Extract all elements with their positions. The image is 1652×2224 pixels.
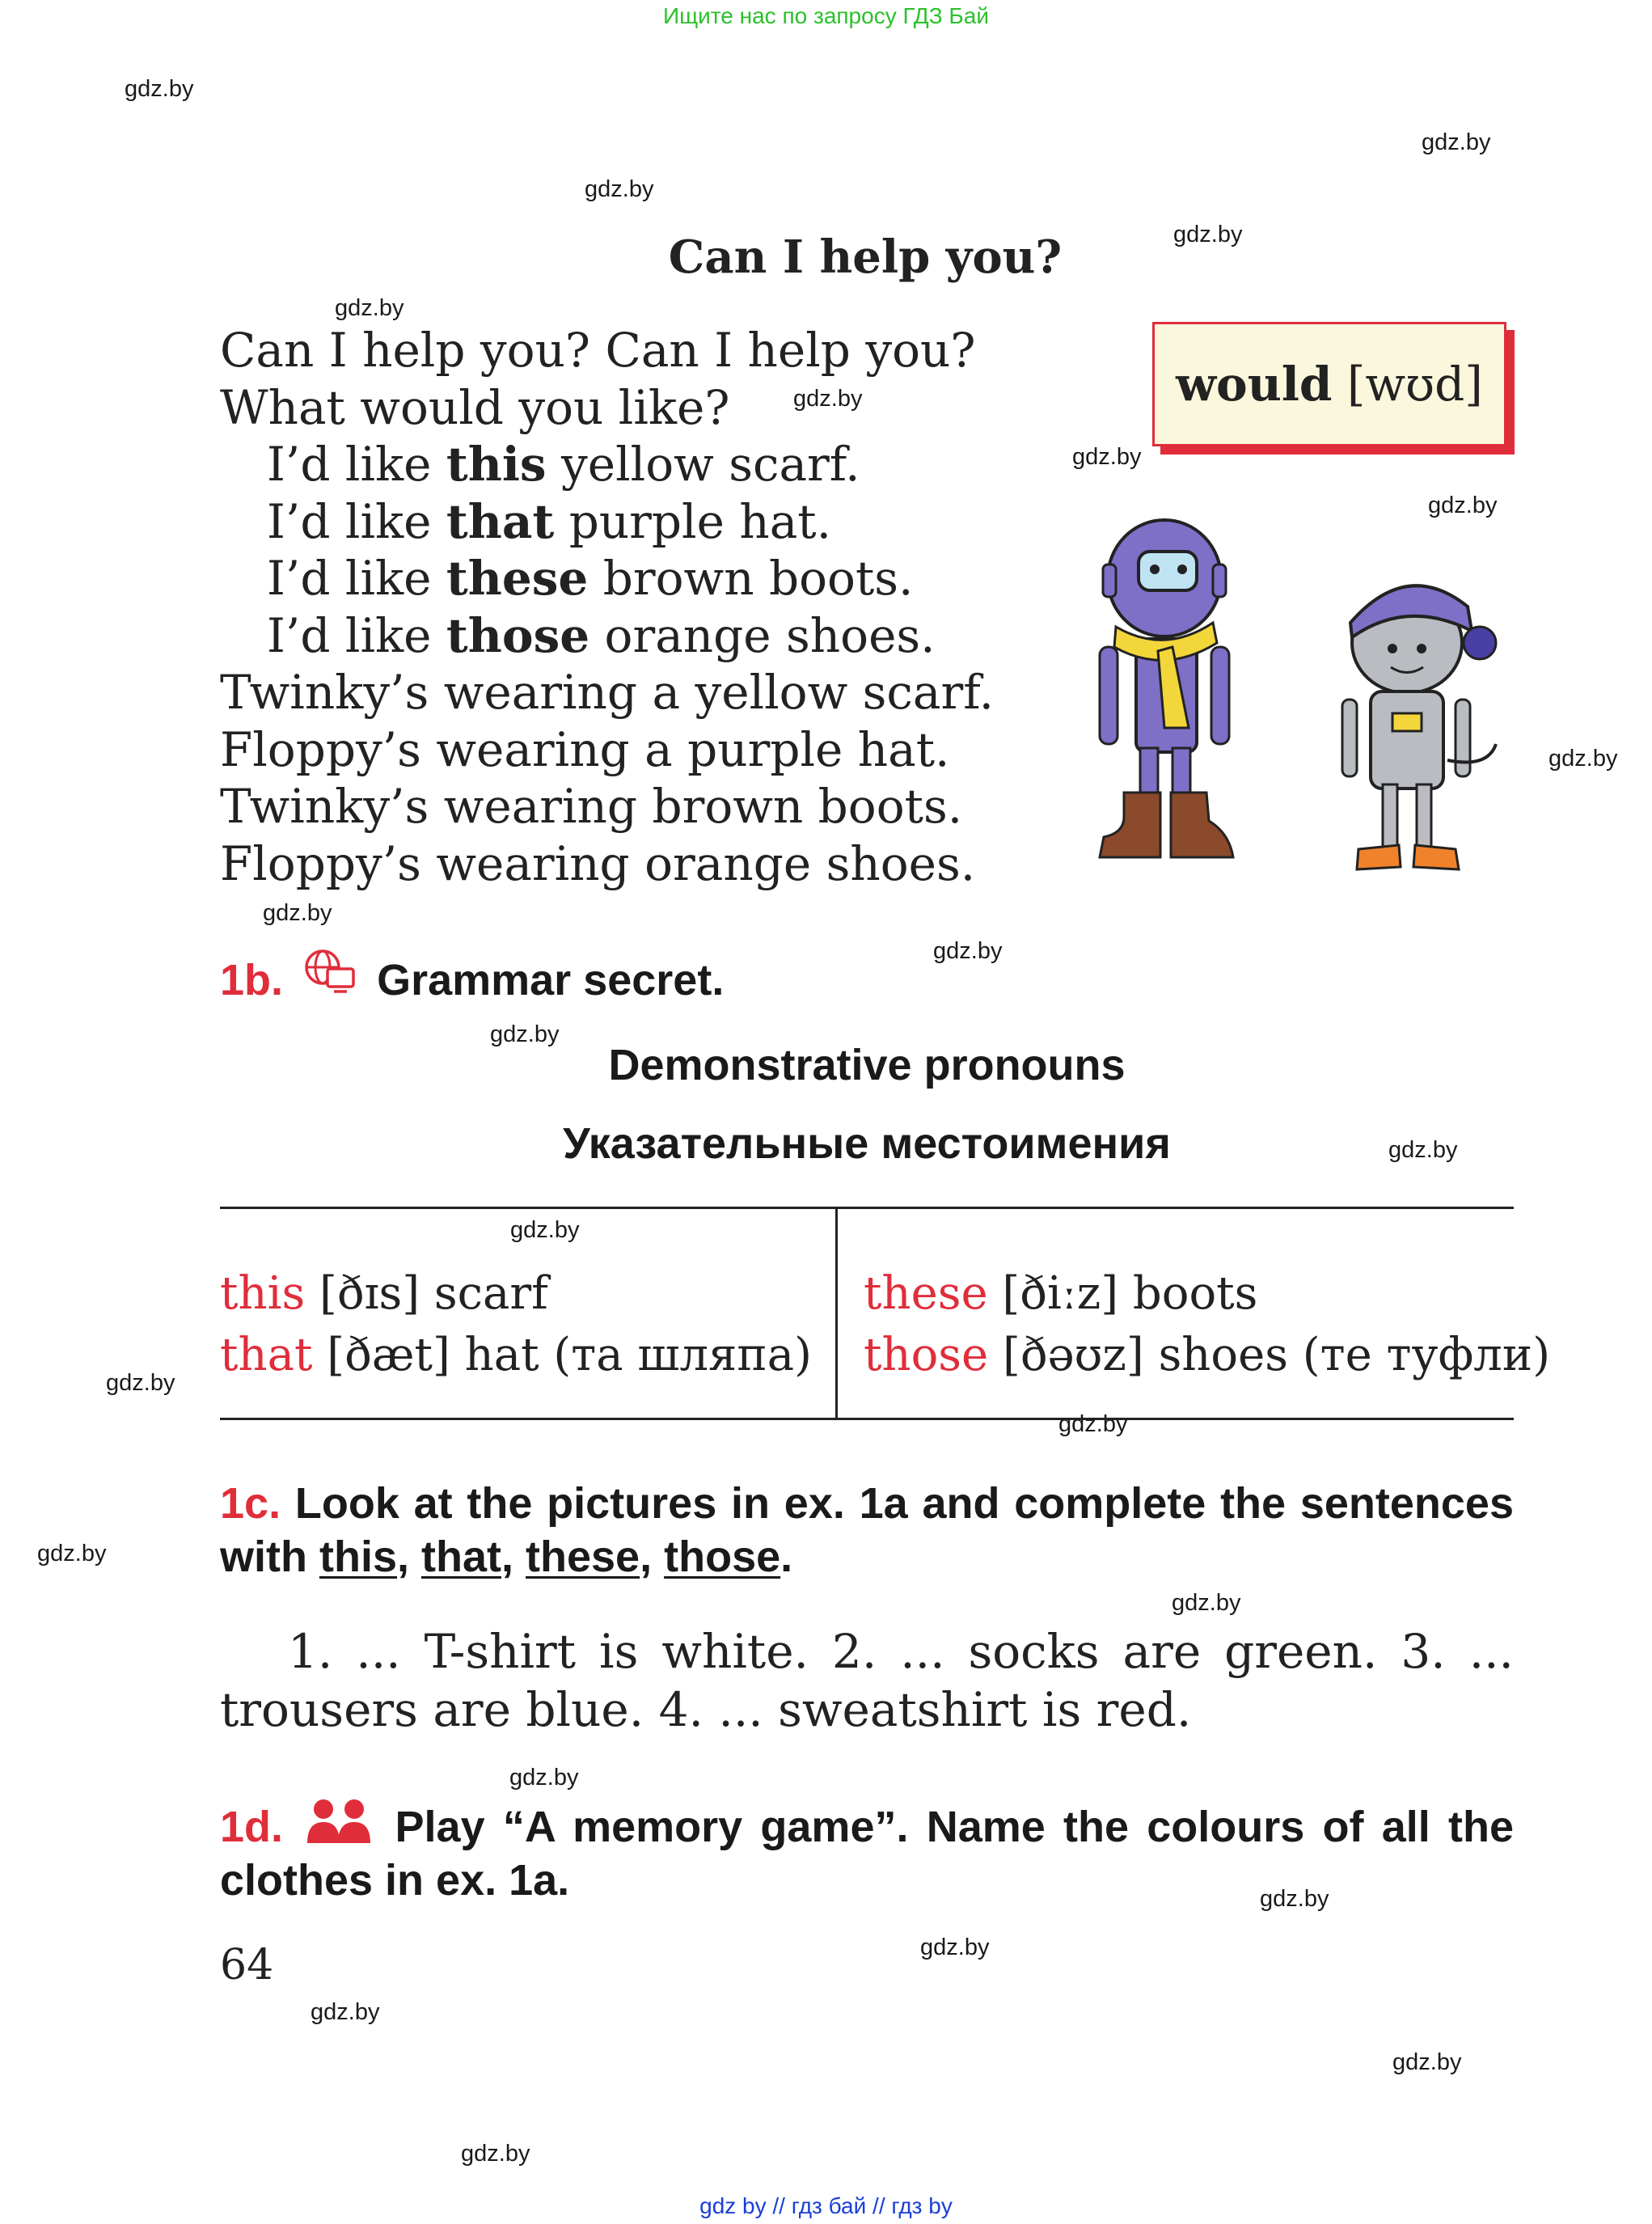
exercise-1c-instructions: 1c. Look at the pictures in ex. 1a and complete the sentences with this, that, these, those. xyxy=(220,1479,1514,1581)
lyric-line: I’d like this yellow scarf. xyxy=(267,437,860,492)
watermark: gdz.by xyxy=(1260,1886,1329,1912)
table-border-top xyxy=(220,1207,1514,1209)
pair-work-icon xyxy=(306,1798,372,1845)
lyric-line: Twinky’s wearing brown boots. xyxy=(220,779,963,834)
exercise-1d-instructions: 1d. Play “A memory game”. Name the colours of all the clothes in ex. 1a. xyxy=(220,1798,1514,1907)
watermark: gdz.by xyxy=(311,1999,380,2025)
watermark: gdz.by xyxy=(1392,2049,1462,2075)
watermark: gdz.by xyxy=(37,1541,107,1567)
watermark: gdz.by xyxy=(263,900,332,926)
lyric-line: Twinky’s wearing a yellow scarf. xyxy=(220,665,995,720)
song-title: Can I help you? xyxy=(668,230,1063,284)
twinky-robot xyxy=(1100,520,1233,857)
grammar-title-ru: Указательные местоимения xyxy=(563,1119,1171,1168)
lyric-line: Floppy’s wearing orange shoes. xyxy=(220,835,976,891)
watermark: gdz.by xyxy=(125,76,194,102)
watermark: gdz.by xyxy=(1422,129,1491,155)
pronoun-row: these [ðiːz] boots xyxy=(864,1267,1258,1320)
lyric-line: What would you like? xyxy=(220,379,730,435)
exercise-1b-heading xyxy=(220,948,724,1005)
pronoun-row: this [ðɪs] scarf xyxy=(220,1267,548,1320)
watermark: gdz.by xyxy=(509,1765,579,1791)
globe-computer-icon xyxy=(303,948,357,996)
top-banner[interactable]: Ищите нас по запросу ГДЗ Бай xyxy=(662,3,990,28)
watermark: gdz.by xyxy=(1548,746,1618,772)
lyric-line: I’d like that purple hat. xyxy=(267,493,832,549)
pronoun-cell-right xyxy=(864,1263,1550,1386)
pronoun-cell-left xyxy=(220,1263,812,1386)
lyric-line: I’d like these brown boots. xyxy=(267,551,914,606)
watermark: gdz.by xyxy=(1172,1590,1241,1616)
robots-illustration xyxy=(1067,501,1520,882)
vocab-word: would xyxy=(1176,357,1333,412)
vocab-transcription: [wʊd] xyxy=(1346,357,1483,412)
exercise-number: 1d. xyxy=(220,1803,284,1851)
song-lyrics xyxy=(220,322,994,892)
lyric-line: Can I help you? Can I help you? xyxy=(220,323,976,378)
exercise-number: 1b. xyxy=(220,956,284,1004)
exercise-title: Grammar secret. xyxy=(377,956,725,1004)
watermark: gdz.by xyxy=(585,176,654,202)
footer-links[interactable]: gdz by // гдз бай // гдз by xyxy=(699,2193,953,2218)
watermark: gdz.by xyxy=(106,1370,175,1396)
watermark: gdz.by xyxy=(1072,444,1142,470)
exercise-1c-sentences: 1. ... T-shirt is white. 2. ... socks are green. 3. ... trousers are blue. 4. ... sweatshirt is red. xyxy=(220,1624,1514,1737)
watermark: gdz.by xyxy=(1428,493,1498,518)
grammar-title-en: Demonstrative pronouns xyxy=(608,1041,1126,1089)
watermark: gdz.by xyxy=(510,1217,580,1243)
watermark: gdz.by xyxy=(793,386,863,412)
lyric-line: I’d like those orange shoes. xyxy=(267,607,936,663)
table-border-bottom xyxy=(220,1418,1514,1420)
watermark: gdz.by xyxy=(920,1934,990,1960)
watermark: gdz.by xyxy=(490,1021,560,1047)
exercise-number: 1c. xyxy=(220,1479,281,1528)
watermark: gdz.by xyxy=(1058,1411,1128,1437)
watermark: gdz.by xyxy=(461,2141,530,2167)
pronoun-row: those [ðəʊz] shoes (те туфли) xyxy=(864,1329,1551,1381)
watermark: gdz.by xyxy=(1173,222,1243,247)
pronoun-row: that [ðæt] hat (та шляпа) xyxy=(220,1329,812,1381)
table-divider xyxy=(835,1207,838,1419)
page-number: 64 xyxy=(220,1941,274,1989)
vocabulary-box xyxy=(1152,322,1506,446)
floppy-robot xyxy=(1342,586,1496,869)
watermark: gdz.by xyxy=(1388,1137,1458,1163)
watermark: gdz.by xyxy=(335,295,404,321)
lyric-line: Floppy’s wearing a purple hat. xyxy=(220,721,950,777)
watermark: gdz.by xyxy=(933,938,1003,964)
